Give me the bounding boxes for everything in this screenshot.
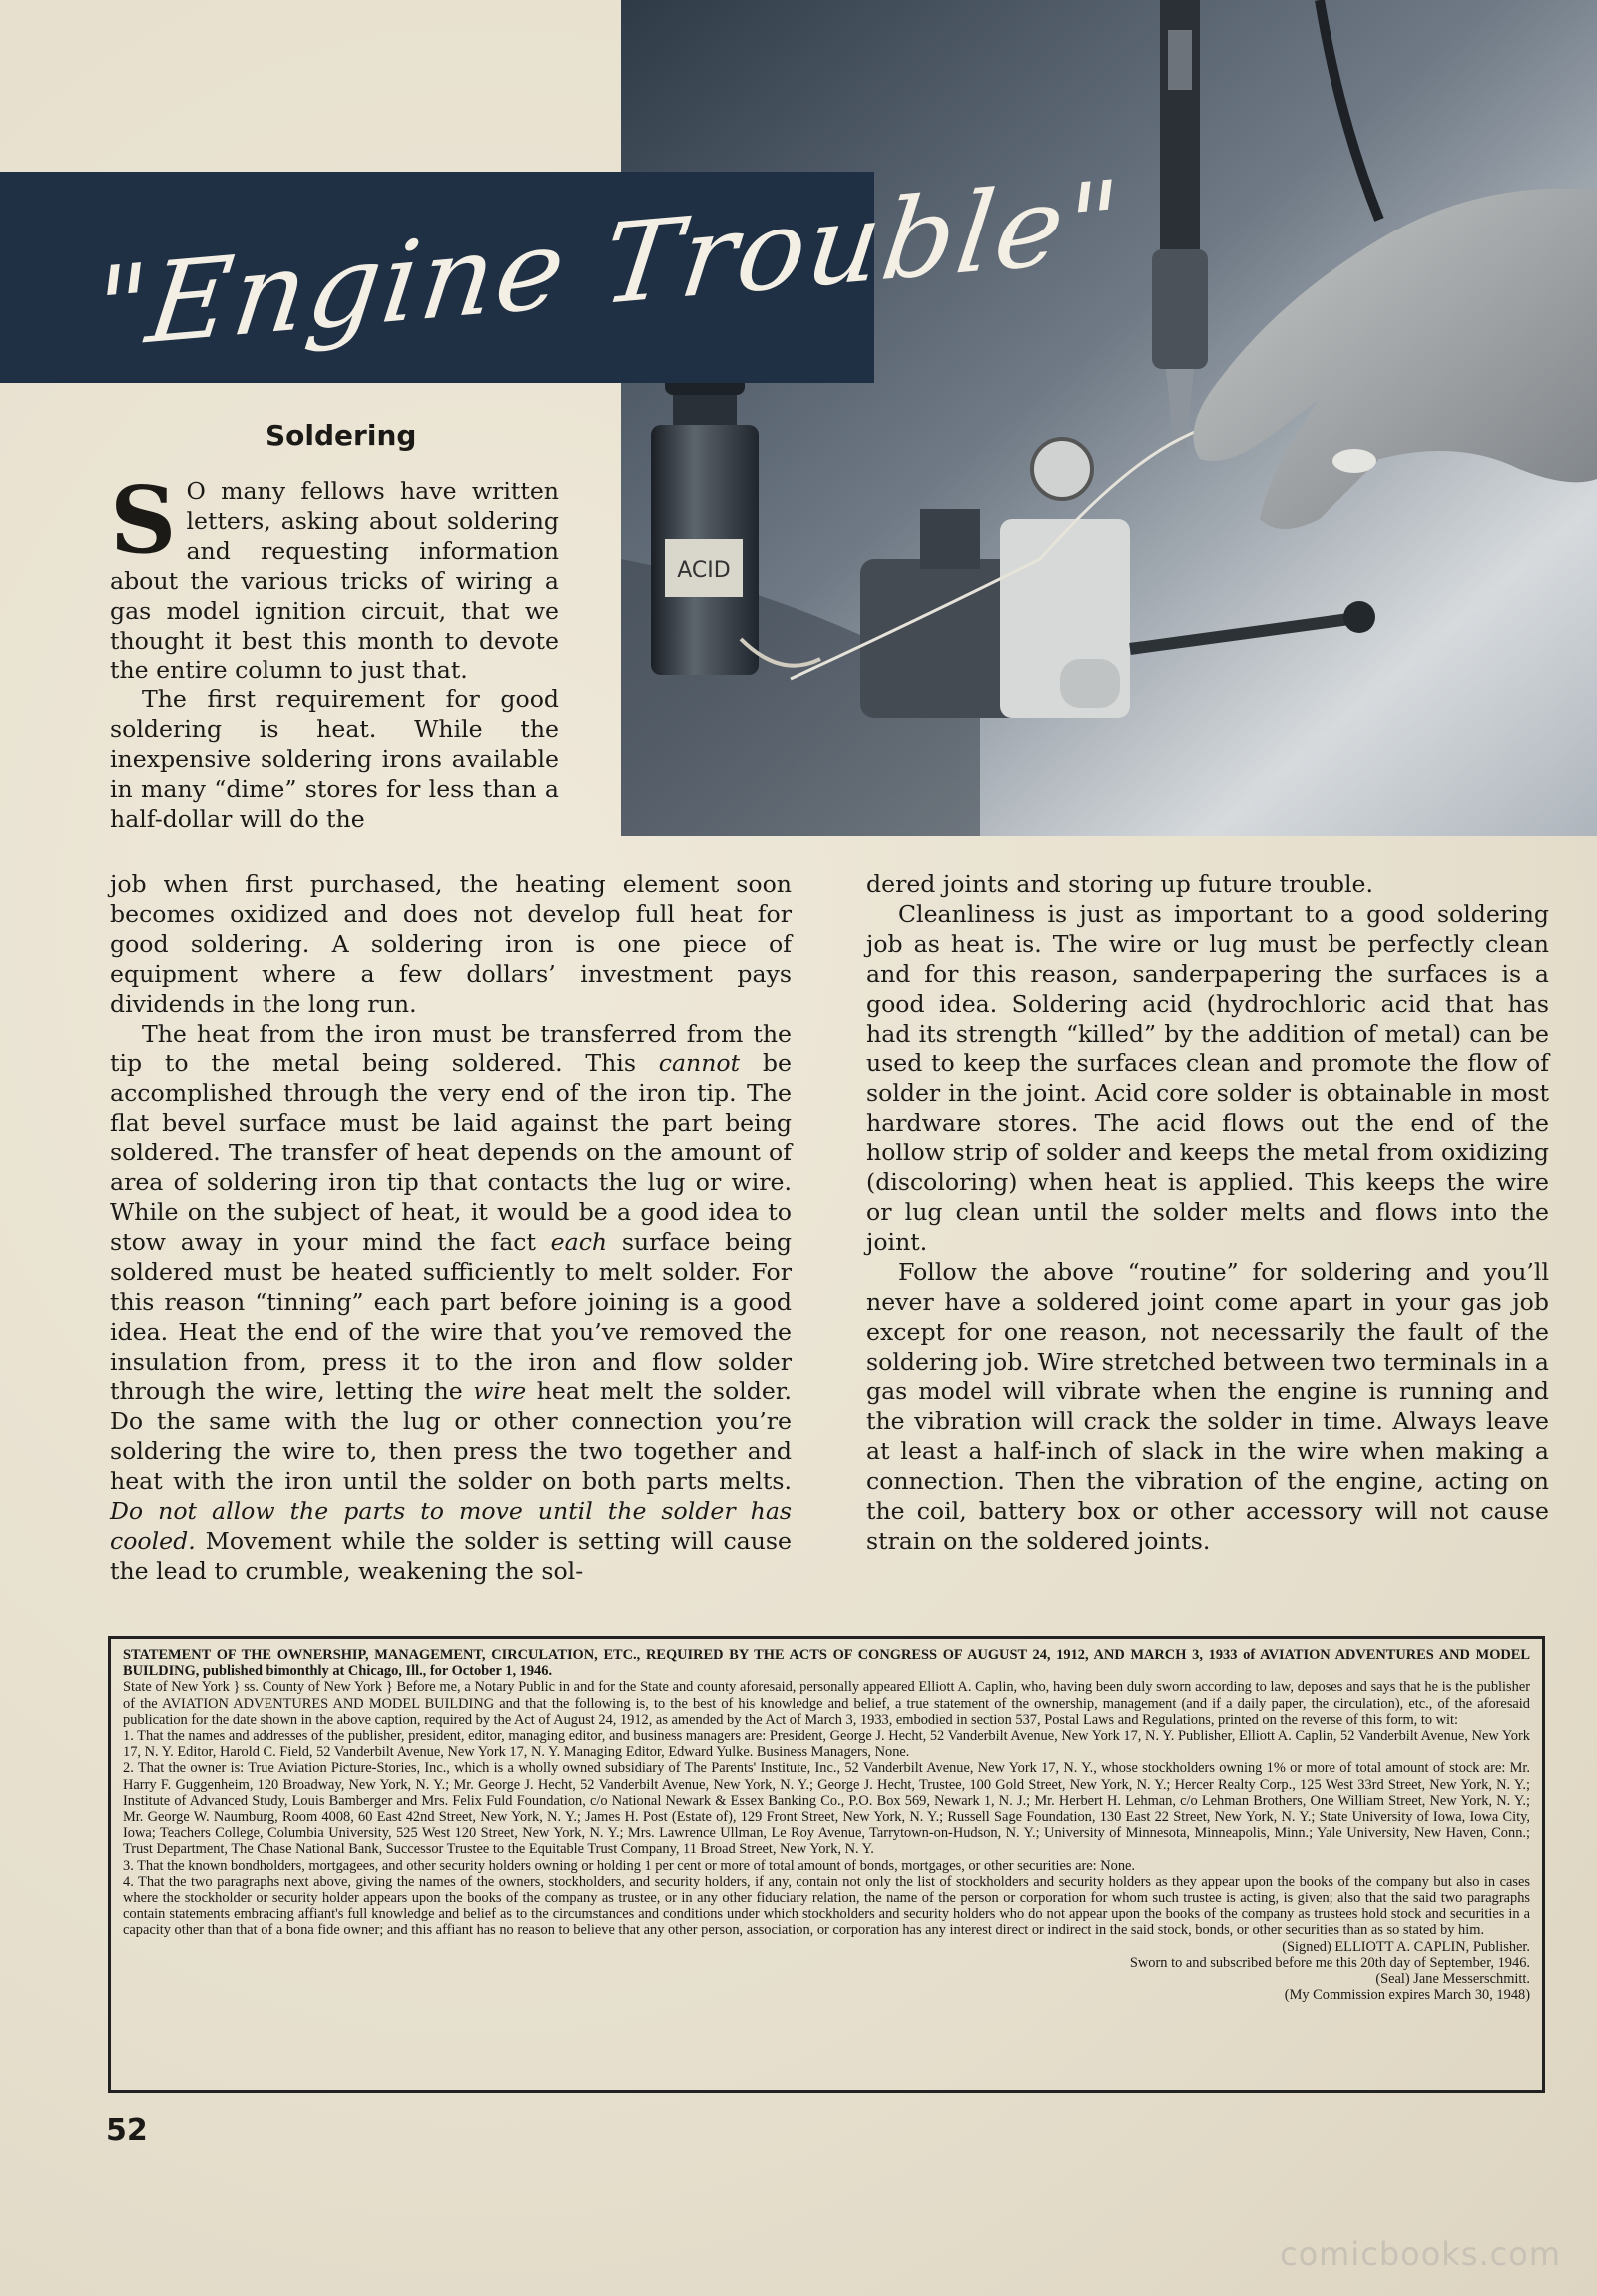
paragraph-continued: dered joints and storing up future trouble. — [866, 870, 1373, 898]
statement-heading: STATEMENT OF THE OWNERSHIP, MANAGEMENT, CIRCULATION, ETC., REQUIRED BY THE ACTS OF CONGRESS OF AUGUST 24, 1912, AND MARCH 3, 1933 of AVIATION ADVENTURES AND MODEL BUILDING, published bimonthly at Chicago, Ill., for October 1, 1946. — [123, 1647, 1530, 1680]
vise-knob — [1032, 439, 1092, 499]
bottle-neck — [673, 395, 737, 425]
paragraph-heat: The first requirement for good soldering is heat. While the inexpensive soldering irons available in many “dime” stores for less than a half-dollar will do the — [110, 686, 559, 833]
paragraph-intro-text: O many fellows have written letters, asking about soldering and requesting information about the various tricks of wiring a gas model ignition circuit, that we thought it best this month to devote the entire column to just that. — [110, 477, 559, 685]
vise-handle — [1060, 659, 1120, 708]
paragraph-heat-cont: job when first purchased, the heating element soon becomes oxidized and does not develop full heat for good soldering. A soldering iron is one piece of equipment where a few dollars’ investment pays dividends in the long run. — [110, 870, 792, 1018]
emphasis-cannot: cannot — [658, 1049, 741, 1078]
paragraph-cleanliness: Cleanliness is just as important to a good soldering job as heat is. The wire or lug must be perfectly clean and for this reason, sanderpapering the surfaces is a good idea. Soldering acid (hydrochloric acid that has had its strength “killed” by the addition of metal) can be used to keep the surfaces clean and promote the flow of solder in the joint. Acid core solder is obtainable in most hardware stores. The acid flows out the end of the hollow strip of solder and keeps the metal from oxidizing (discoloring) when heat is applied. This keeps the wire or lug clean until the solder melts and flows into the joint. — [866, 899, 1549, 1256]
column-1-top — [110, 466, 559, 835]
text-run: The heat from the iron must be transferred from the tip to the metal being soldered. This — [110, 1019, 792, 1078]
statement-item-4: 4. That the two paragraphs next above, giving the names of the owners, stockholders, and security holders, if any, contain not only the list of stockholders and security holders as they appear upon the books of the company but also in cases where the stockholder or security holder appears upon the books of the company as trustee, or in any other fiduciary relation, the name of the person or corporation for whom such trustee is acting, is given; also that the said two paragraphs contain statements embracing affiant's full knowledge and belief as to the circumstances and conditions under which stockholders and security holders who do not appear upon the books of the company as trustees hold stock and securities in a capacity other than that of a bona fide owner; and this affiant has no reason to believe that any other person, association, or corporation has any interest direct or indirect in the said stock, bonds, or other securities than as so stated by him. — [123, 1873, 1530, 1939]
page-number: 52 — [106, 2113, 148, 2148]
section-subhead: Soldering — [266, 419, 417, 452]
statement-item-3: 3. That the known bondholders, mortgagees, and other security holders owning or holding 1 per cent or more of total amount of bonds, mortgages, or other securities are: None. — [123, 1857, 1136, 1874]
soldering-photo — [621, 0, 1597, 836]
iron-barrel — [1152, 249, 1208, 369]
column-1-bottom — [110, 870, 792, 1587]
text-run: surface being soldered must be heated sufficiently to melt solder. For this reason “tinning” each part before joining is a good idea. Heat the end of the wire that you’ve removed the insulation from, press it to the iron and flow solder through the wire, letting the — [110, 1227, 792, 1406]
statement-item-2: 2. That the owner is: True Aviation Picture-Stories, Inc., which is a wholly owned subsidiary of The Parents' Institute, Inc., 52 Vanderbilt Avenue, New York 17, N. Y., whose stockholders owning 1% or more of total amount of stock are: Mr. Harry F. Guggenheim, 120 Broadway, New York, N. Y.; Mr. George J. Hecht, 52 Vanderbilt Avenue, New York, N. Y.; George J. Hecht, Trustee, 100 Gold Street, New York, N. Y.; Hercer Realty Corp., 125 West 33rd Street, New York, N. Y.; Institute of Advanced Study, Louis Bamberger and Mrs. Felix Fuld Foundation, c/o National Newark & Essex Banking Co., P.O. Box 569, Newark 1, N. J.; Mr. Herbert H. Lehman, c/o Lehman Brothers, One William Street, New York, N. Y.; Mr. George W. Naumburg, Room 4008, 60 East 42nd Street, New York, N. Y.; James H. Post (Estate of), 129 Front Street, New York, N. Y.; Russell Sage Foundation, 130 East 22 Street, New York, N. Y.; State University of Iowa, Iowa City, Iowa; Teachers College, Columbia University, 525 West 120 Street, New York, N. Y.; Mrs. Lawrence Ullman, Le Roy Avenue, Tarrytown-on-Hudson, N. Y.; University of Minnesota, Minneapolis, Minn.; Yale University, New Haven, Conn.; Trust Department, The Chase National Bank, Successor Trustee to the Equitable Trust Company, 11 Broad Street, New York, N. Y. — [123, 1760, 1530, 1858]
statement-sworn: Sworn to and subscribed before me this 20th day of September, 1946. — [1129, 1954, 1530, 1971]
emphasis-warning: Do not allow the parts to move until the solder has cooled. — [110, 1497, 792, 1555]
page-title: "Engine Trouble" — [86, 157, 1128, 374]
column-2 — [866, 870, 1549, 1557]
text-run: be accomplished through the very end of the iron tip. The flat bevel surface must be laid against the part being soldered. The transfer of heat depends on the amount of area of soldering iron tip that contacts the lug or wire. While on the subject of heat, it would be a good idea to stow away in your mind the fact — [110, 1049, 792, 1256]
ring — [1332, 449, 1376, 473]
drop-cap: S — [110, 466, 177, 574]
photo-illustration — [621, 0, 1597, 836]
paragraph-transfer — [110, 1020, 792, 1587]
emphasis-wire: wire — [473, 1377, 527, 1406]
title-banner — [0, 157, 1128, 383]
statement-commission: (My Commission expires March 30, 1948) — [1284, 1987, 1530, 2004]
text-run: heat melt the solder. Do the same with the lug or other connection you’re soldering the wire to, then press the two together and heat with the iron until the solder on both parts melts. — [110, 1377, 792, 1496]
emphasis-each: each — [550, 1227, 608, 1256]
statement-item-1: 1. That the names and addresses of the publisher, president, editor, managing editor, and business managers are: President, George J. Hecht, 52 Vanderbilt Avenue, New York 17, N. Y. Publisher, Elliott A. Caplin, 52 Vanderbilt Avenue, New York 17, N. Y. Editor, Harold C. Field, 52 Vanderbilt Avenue, New York 17, N. Y. Managing Editor, Edward Yulke. Business Managers, None. — [123, 1728, 1530, 1761]
text-run: Movement while the solder is setting will cause the lead to crumble, weakening the sol- — [110, 1526, 792, 1585]
paragraph-intro — [110, 466, 559, 686]
statement-venue: State of New York } ss. County of New York } Before me, a Notary Public in and for the State and county aforesaid, personally appeared Elliott A. Caplin, who, having been duly sworn according to law, deposes and says that he is the publisher of the AVIATION ADVENTURES AND MODEL BUILDING and that the following is, to the best of his knowledge and belief, a true statement of the ownership, management (and if a daily paper, the circulation), etc., of the aforesaid publication for the date shown in the above caption, required by the Act of August 24, 1912, as amended by the Act of March 3, 1933, embodied in section 537, Postal Laws and Regulations, printed on the reverse of this form, to wit: — [123, 1679, 1530, 1728]
statement-signed: (Signed) ELLIOTT A. CAPLIN, Publisher. — [1282, 1938, 1530, 1955]
vise-block — [920, 509, 980, 569]
ownership-statement — [108, 1636, 1545, 2093]
statement-seal: (Seal) Jane Messerschmitt. — [1375, 1971, 1530, 1988]
bottle-label-text: ACID — [677, 558, 731, 583]
paragraph-routine: Follow the above “routine” for soldering and you’ll never have a soldered joint come apart in your gas job except for one reason, not necessarily the fault of the soldering job. Wire stretched between two terminals in a gas model will vibrate when the engine is running and the vibration will crack the solder in time. Always leave at least a half-inch of slack in the wire when making a connection. Then the vibration of the engine, acting on the coil, battery box or other accessory will not cause strain on the soldered joints. — [866, 1257, 1549, 1555]
watermark: comicbooks.com — [1280, 2235, 1562, 2273]
vise-screw-end — [1343, 601, 1375, 633]
iron-ferrule — [1168, 30, 1192, 90]
